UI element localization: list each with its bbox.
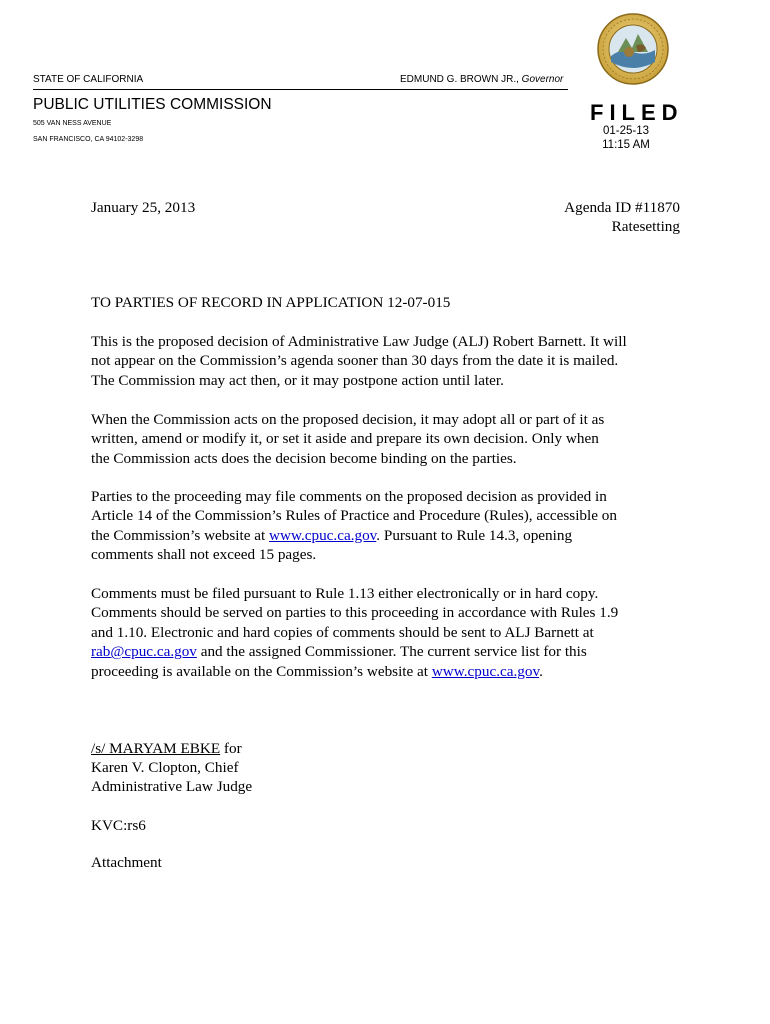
- text-fragment: and the assigned Commissioner. The current service list for this: [196, 643, 587, 661]
- paragraph-3-line: [91, 526, 691, 545]
- subject-line: TO PARTIES OF RECORD IN APPLICATION 12-07-015: [91, 294, 451, 311]
- text-fragment: .: [539, 662, 543, 680]
- signature-for: for: [220, 740, 242, 757]
- filed-time: 11:15 AM: [602, 139, 650, 151]
- governor-line: [400, 74, 563, 85]
- paragraph-1-line: This is the proposed decision of Administrative Law Judge (ALJ) Robert Barnett. It will: [91, 333, 627, 350]
- paragraph-1-line: not appear on the Commission’s agenda sooner than 30 days from the date it is mailed.: [91, 352, 619, 370]
- letter-date: January 25, 2013: [91, 199, 196, 216]
- paragraph-4-line: [91, 642, 691, 661]
- attachment-label: Attachment: [91, 854, 162, 871]
- commission-name: PUBLIC UTILITIES COMMISSION: [33, 96, 272, 113]
- governor-name: EDMUND G. BROWN JR.,: [400, 74, 519, 85]
- agenda-type: Ratesetting: [611, 218, 680, 235]
- agenda-id: Agenda ID #11870: [564, 199, 680, 216]
- paragraph-3-line: Article 14 of the Commission’s Rules of Practice and Procedure (Rules), accessible on: [91, 507, 617, 525]
- paragraph-2-line: When the Commission acts on the proposed decision, it may adopt all or part of it as: [91, 411, 605, 428]
- paragraph-3: [91, 487, 691, 565]
- signer-title: Administrative Law Judge: [91, 778, 253, 795]
- filed-stamp: FILED: [590, 100, 684, 125]
- address-line-1: 505 VAN NESS AVENUE: [33, 120, 112, 127]
- paragraph-2-line: written, amend or modify it, or set it aside and prepare its own decision. Only when: [91, 430, 599, 448]
- signer-name: Karen V. Clopton, Chief: [91, 759, 239, 776]
- text-fragment: . Pursuant to Rule 14.3, opening: [376, 526, 573, 544]
- paragraph-4: [91, 584, 691, 681]
- paragraph-4-line: Comments must be filed pursuant to Rule 1.13 either electronically or in hard copy.: [91, 585, 599, 602]
- commission-seal-icon: [596, 12, 670, 86]
- state-label: STATE OF CALIFORNIA: [33, 74, 144, 85]
- paragraph-2: [91, 410, 691, 468]
- paragraph-3-line: comments shall not exceed 15 pages.: [91, 546, 317, 564]
- filed-date: 01-25-13: [602, 125, 650, 137]
- text-fragment: proceeding is available on the Commission’s website at: [91, 662, 432, 680]
- website-link[interactable]: www.cpuc.ca.gov: [431, 662, 540, 680]
- email-link[interactable]: rab@cpuc.ca.gov: [91, 643, 197, 661]
- signature-line: [91, 739, 242, 758]
- website-link[interactable]: www.cpuc.ca.gov: [269, 526, 377, 544]
- paragraph-4-line: and 1.10. Electronic and hard copies of comments should be sent to ALJ Barnett at: [91, 623, 594, 641]
- address-line-2: SAN FRANCISCO, CA 94102-3298: [33, 136, 144, 143]
- paragraph-4-line: [91, 662, 691, 681]
- paragraph-2-line: the Commission acts does the decision become binding on the parties.: [91, 449, 517, 467]
- governor-title: Governor: [521, 74, 564, 85]
- signature: /s/ MARYAM EBKE: [91, 740, 221, 757]
- paragraph-1-line: The Commission may act then, or it may postpone action until later.: [91, 371, 504, 389]
- initials: KVC:rs6: [91, 817, 146, 834]
- paragraph-4-line: Comments should be served on parties to this proceeding in accordance with Rules 1.9: [91, 604, 619, 622]
- paragraph-1: [91, 332, 691, 390]
- paragraph-3-line: Parties to the proceeding may file comments on the proposed decision as provided in: [91, 488, 607, 505]
- text-fragment: the Commission’s website at: [91, 526, 270, 544]
- header-rule: [33, 89, 568, 90]
